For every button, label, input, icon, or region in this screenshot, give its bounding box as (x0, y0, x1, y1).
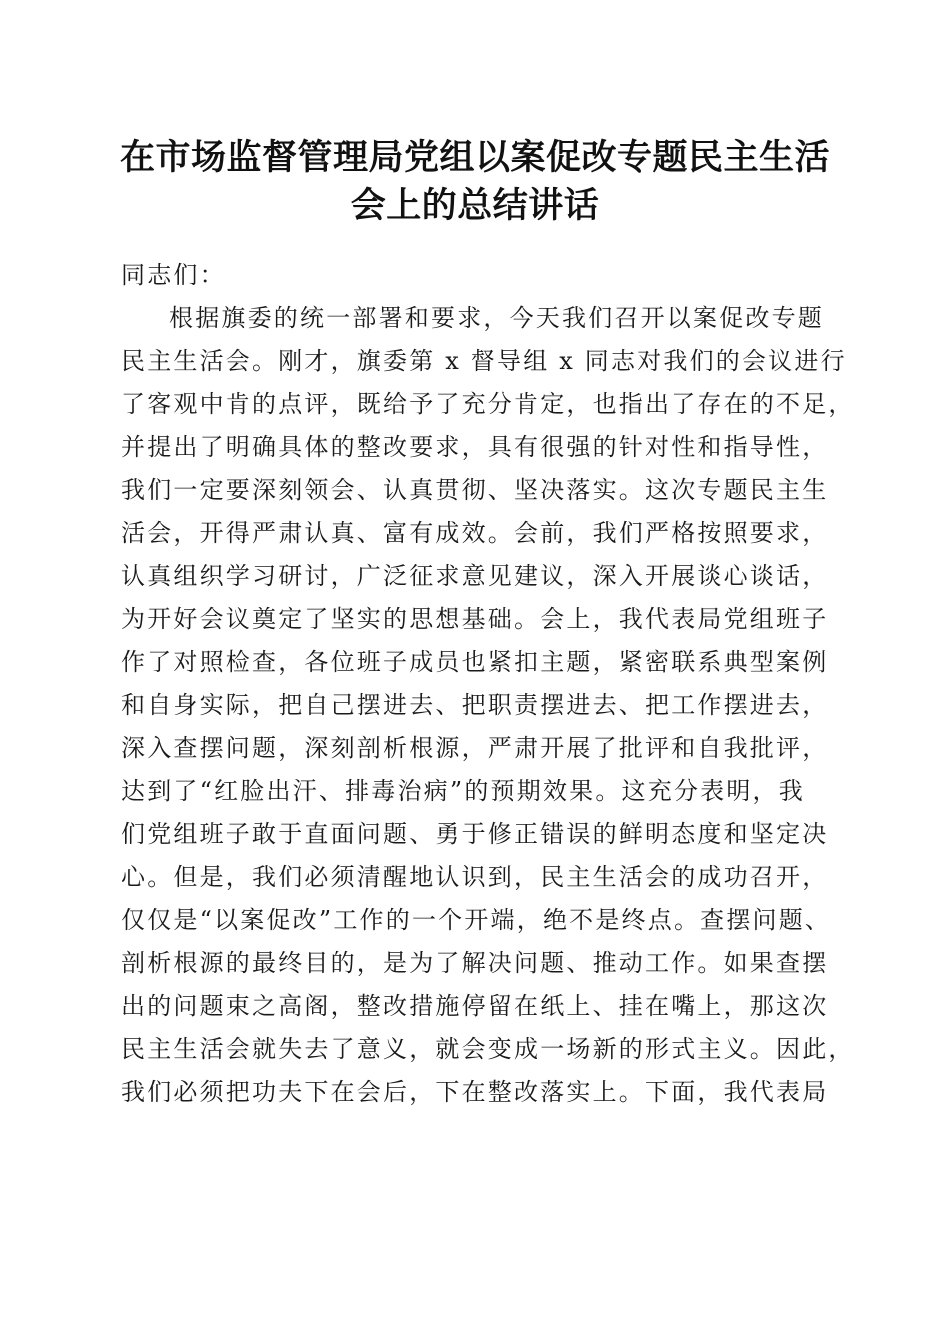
paragraph-line: 作了对照检查，各位班子成员也紧扣主题，紧密联系典型案例 (121, 648, 829, 676)
paragraph-line: 根据旗委的统一部署和要求，今天我们召开以案促改专题 (169, 304, 824, 332)
document-body (121, 254, 855, 1114)
salutation: 同志们： (121, 261, 226, 289)
document-title (100, 134, 850, 230)
paragraph-line: 民主生活会。刚才，旗委第 x 督导组 x 同志对我们的会议进行 (121, 347, 847, 375)
paragraph-line: 心。但是，我们必须清醒地认识到，民主生活会的成功召开， (121, 863, 829, 891)
paragraph-line: 们党组班子敢于直面问题、勇于修正错误的鲜明态度和坚定决 (121, 820, 829, 848)
paragraph-line: 并提出了明确具体的整改要求，具有很强的针对性和指导性， (121, 433, 829, 461)
paragraph-line: 仅仅是“以案促改”工作的一个开端，绝不是终点。查摆问题、 (121, 906, 832, 934)
paragraph-line: 活会，开得严肃认真、富有成效。会前，我们严格按照要求， (121, 519, 829, 547)
title-line: 在市场监督管理局党组以案促改专题民主生活 (119, 137, 830, 178)
paragraph-line: 认真组织学习研讨，广泛征求意见建议，深入开展谈心谈话， (121, 562, 829, 590)
paragraph-line: 我们必须把功夫下在会后，下在整改落实上。下面，我代表局 (121, 1078, 829, 1106)
paragraph-line: 为开好会议奠定了坚实的思想基础。会上，我代表局党组班子 (121, 605, 829, 633)
paragraph-line: 民主生活会就失去了意义，就会变成一场新的形式主义。因此， (121, 1035, 855, 1063)
title-line: 会上的总结讲话 (350, 185, 600, 226)
paragraph-line: 深入查摆问题，深刻剖析根源，严肃开展了批评和自我批评， (121, 734, 829, 762)
paragraph-line: 达到了“红脸出汗、排毒治病”的预期效果。这充分表明，我 (121, 777, 805, 805)
paragraph-line: 出的问题束之高阁，整改措施停留在纸上、挂在嘴上，那这次 (121, 992, 829, 1020)
paragraph-line: 了客观中肯的点评，既给予了充分肯定，也指出了存在的不足， (121, 390, 855, 418)
paragraph-line: 和自身实际，把自己摆进去、把职责摆进去、把工作摆进去， (121, 691, 829, 719)
paragraph-line: 我们一定要深刻领会、认真贯彻、坚决落实。这次专题民主生 (121, 476, 829, 504)
paragraph-line: 剖析根源的最终目的，是为了解决问题、推动工作。如果查摆 (121, 949, 829, 977)
